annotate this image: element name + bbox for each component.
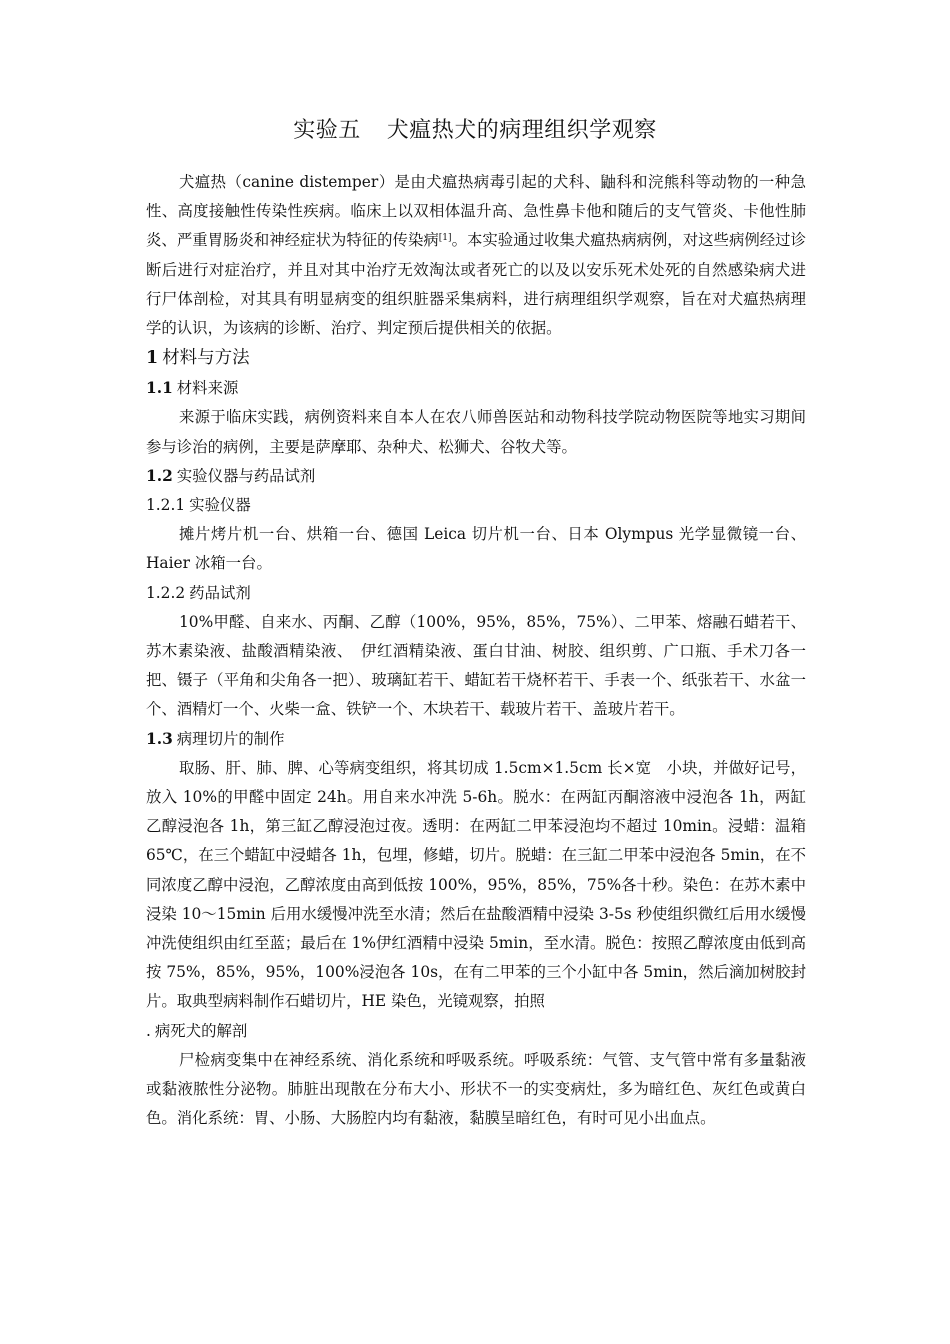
section-heading-1-2: 1.2 实验仪器与药品试剂: [146, 466, 316, 485]
section-heading-1-2-1: 1.2.1 实验仪器: [146, 496, 251, 515]
section-heading-1-2-2: 1.2.2 药品试剂: [146, 583, 251, 602]
title-part1: 实验五: [293, 118, 361, 143]
section-1-1-paragraph: 来源于临床实践，病例资料来自本人在农八师兽医站和动物科技学院动物医院等地实习期间参与诊治的病例，主要是萨摩耶、杂种犬、松狮犬、谷牧犬等。: [146, 408, 806, 456]
document-body: [146, 168, 806, 1134]
citation-ref[interactable]: [1]: [438, 233, 452, 244]
section-autopsy-paragraph: 尸检病变集中在神经系统、消化系统和呼吸系统。呼吸系统：气管、支气管中常有多量黏液或黏液脓性分泌物。肺脏出现散在分布大小、形状不一的实变病灶，多为暗红色、灰红色或黄白色。消化系统：胃、小肠、大肠腔内均有黏液，黏膜呈暗红色，有时可见小出血点。: [146, 1050, 806, 1128]
section-heading-1: 1 材料与方法: [146, 348, 250, 369]
intro-text: 犬瘟热（canine distemper）是由犬瘟热病毒引起的犬科、鼬科和浣熊科等动物的一种急性、高度接触性传染性疾病。临床上以双相体温升高、急性鼻卡他和随后的支气管炎、卡他性肺炎、严重胃肠炎和神经症状为特征的传染病: [146, 173, 806, 250]
section-1-3-paragraph: 取肠、肝、肺、脾、心等病变组织，将其切成 1.5cm×1.5cm 长×宽 小块，并做好记号，放入 10%的甲醛中固定 24h。用自来水冲洗 5-6h。脱水：在两缸丙酮溶液中浸泡各 1h，两缸乙醇浸泡各 1h，第三缸乙醇浸泡过夜。透明：在两缸二甲苯浸泡均不超过 10min。浸蜡：温箱 65℃，在三个蜡缸中浸蜡各 1h，包埋，修蜡，切片。脱蜡：在三缸二甲苯中浸泡各 5min，在不同浓度乙醇中浸泡，乙醇浓度由高到低按 100%，95%，85%，75%各十秒。染色：在苏木素中浸染 10～15min 后用水缓慢冲洗至水清；然后在盐酸酒精中浸染 3-5s 秒使组织微红后用水缓慢冲洗使组织由红至蓝；最后在 1%伊红酒精中浸染 5min，至水清。脱色：按照乙醇浓度由低到高按 75%，85%，95%，100%浸泡各 10s，在有二甲苯的三个小缸中各 5min，然后滴加树胶封片。取典型病料制作石蜡切片，HE 染色，光镜观察，拍照: [146, 758, 806, 1011]
section-heading-autopsy: . 病死犬的解剖: [146, 1021, 248, 1040]
title-part2: 犬瘟热犬的病理组织学观察: [386, 118, 657, 143]
section-1-2-2-paragraph: 10%甲醛、自来水、丙酮、乙醇（100%，95%，85%，75%）、二甲苯、熔融石蜡若干、苏木素染液、盐酸酒精染液、 伊红酒精染液、蛋白甘油、树胶、组织剪、广口瓶、手术刀各一把、镊子（平角和尖角各一把）、玻璃缸若干、蜡缸若干烧杯若干、手表一个、纸张若干、水盆一个、酒精灯一个、火柴一盒、铁铲一个、木块若干、载玻片若干、盖玻片若干。: [146, 612, 806, 719]
section-1-2-1-paragraph: 摊片烤片机一台、烘箱一台、德国 Leica 切片机一台、日本 Olympus 光学显微镜一台、Haier 冰箱一台。: [146, 525, 806, 573]
document-title: [0, 113, 950, 144]
section-heading-1-3: 1.3 病理切片的制作: [146, 729, 285, 748]
intro-text-cont: 。本实验通过收集犬瘟热病病例，对这些病例经过诊断后进行对症治疗，并且对其中治疗无效淘汰或者死亡的以及以安乐死术处死的自然感染病犬进行尸体剖检，对其具有明显病变的组织脏器采集病料，进行病理组织学观察，旨在对犬瘟热病理学的认识，为该病的诊断、治疗、判定预后提供相关的依据。: [146, 231, 806, 338]
section-heading-1-1: 1.1 材料来源: [146, 379, 239, 398]
intro-paragraph: [146, 168, 806, 343]
